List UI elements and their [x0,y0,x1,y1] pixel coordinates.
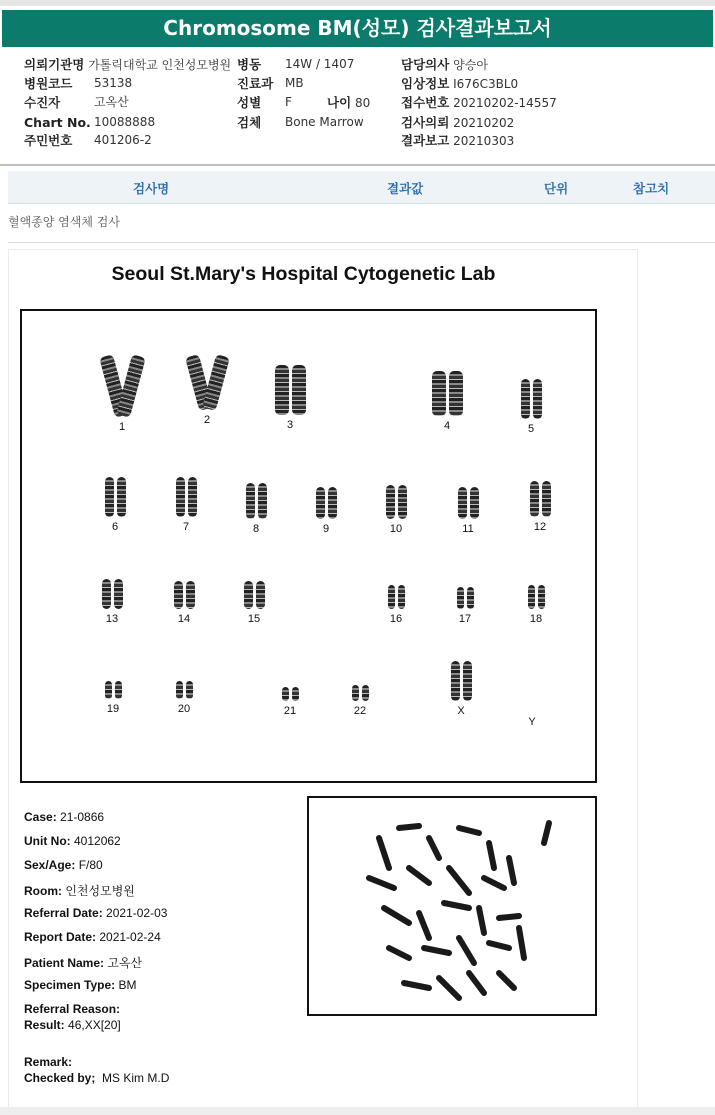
chromosome-Y [514,711,550,728]
report-title: Chromosome BM(성모) 검사결과보고서 [163,16,552,40]
chromosome-stroke [489,843,494,868]
chromosome-6 [97,477,133,533]
chromosome-stroke [384,908,409,923]
chromosome-label: 17 [458,613,472,625]
chromosome-1 [104,355,140,433]
chromosome-stroke [509,858,514,883]
chromosome-stroke [439,978,459,998]
info-row-hospital-code: 병원코드 53138 [24,76,133,91]
row-divider [8,242,715,243]
col-reference: 참고치 [633,181,670,196]
info-row-age: 나이 80 [327,95,371,110]
info-row-receipt-no: 접수번호 20210202-14557 [401,95,557,110]
info-row-doctor: 담당의사 양승아 [401,57,488,72]
info-row-resident-no: 주민번호 401206-2 [24,133,152,148]
chromosome-stroke [369,878,394,888]
chromosome-stroke [479,908,484,933]
metaphase-spread-svg [309,798,595,1014]
chromosome-label: 18 [529,613,543,625]
chromosome-label: 14 [177,613,191,625]
detail-row: Specimen Type: BM [24,978,137,992]
chromosome-stroke [419,913,429,938]
info-row-chart-no: Chart No. 10088888 [24,115,156,130]
chromosome-5 [513,379,549,435]
chromosome-stroke [459,938,474,963]
col-unit: 단위 [544,181,569,196]
chromosome-label: 1 [118,421,126,433]
detail-row: Patient Name: 고옥산 [24,956,143,970]
chromosome-stroke [429,838,439,858]
chromosome-label: 8 [252,523,260,535]
chromosome-label: Y [528,716,536,728]
chromosome-20 [166,681,202,715]
chromosome-label: 10 [389,523,403,535]
chromosome-stroke [499,973,514,988]
info-row-institution: 의뢰기관명 가톨릭대학교 인천성모병원 [24,57,232,72]
col-test-name: 검사명 [133,181,170,196]
info-row-sex: 성별 F [237,95,292,110]
chromosome-label: 20 [177,703,191,715]
lab-title: Seoul St.Mary's Hospital Cytogenetic Lab [111,263,496,285]
info-row-clinical-info: 임상정보 I676C3BL0 [401,76,519,91]
checked-by: Checked by; MS Kim M.D [24,1071,170,1085]
results-table-header [8,171,715,204]
chromosome-label: 2 [203,414,211,426]
test-name: 혈액종양 염색체 검사 [8,215,120,229]
chromosome-stroke [519,928,524,958]
info-row-report-date: 결과보고 20210303 [401,133,515,148]
karyogram-panel [20,309,597,783]
top-border [0,0,715,6]
info-row-patient: 수진자 고옥산 [24,95,129,110]
detail-row: Room: 인천성모병원 [24,884,135,898]
chromosome-label: 7 [182,521,190,533]
chromosome-stroke [544,823,549,843]
chromosome-stroke [399,826,419,828]
metaphase-spread-image [307,796,597,1016]
detail-row: Unit No: 4012062 [24,834,121,848]
chromosome-17 [447,587,483,625]
chromosome-13 [94,579,130,625]
chromosome-label: 12 [533,521,547,533]
chromosome-stroke [459,828,479,833]
chromosome-label: 6 [111,521,119,533]
info-row-ward: 병동 14W / 1407 [237,57,355,72]
chromosome-label: 5 [527,423,535,435]
chromosome-stroke [444,903,469,908]
detail-row: Case: 21-0866 [24,810,105,824]
report-title-bar [2,10,713,47]
chromosome-3 [272,365,308,431]
chromosome-label: 21 [283,705,297,717]
chromosome-X [443,661,479,717]
detail-row: Report Date: 2021-02-24 [24,930,161,944]
info-row-specimen: 검체 Bone Marrow [237,115,364,130]
chromosome-4 [429,371,465,432]
chromosome-label: 4 [443,420,451,432]
detail-row: Referral Reason: [24,1002,121,1016]
chromosome-stroke [469,973,484,993]
chromosome-19 [95,681,131,715]
chromosome-stroke [484,878,504,888]
chromosome-stroke [389,948,409,958]
col-result: 결과값 [387,181,424,196]
chromosome-15 [236,581,272,625]
chromosome-18 [518,585,554,625]
chromosome-stroke [449,868,469,893]
detail-row: Result: 46,XX[20] [24,1018,121,1032]
info-row-department: 진료과 MB [237,76,304,91]
chromosome-stroke [424,948,449,953]
chromosome-label: X [457,705,465,717]
chromosome-label: 11 [462,523,474,535]
chromosome-9 [308,487,344,535]
bottom-border [0,1107,715,1115]
info-row-request-date: 검사의뢰 20210202 [401,115,515,130]
chromosome-16 [378,585,414,625]
chromosome-label: 19 [106,703,120,715]
chromosome-label: 22 [353,705,367,717]
chromosome-22 [342,685,378,717]
remark: Remark: [24,1055,73,1069]
chromosome-10 [378,485,414,535]
chromosome-label: 15 [247,613,261,625]
chromosome-label: 9 [322,523,330,535]
chromosome-stroke [409,868,429,883]
chromosome-label: 13 [105,613,119,625]
chromosome-stroke [379,838,389,868]
header-divider [0,164,715,166]
chromosome-8 [238,483,274,535]
chromosome-stroke [489,943,509,948]
chromosome-label: 16 [389,613,403,625]
chromosome-stroke [404,983,429,988]
chromosome-14 [166,581,202,625]
chromosome-21 [272,687,308,717]
detail-row: Referral Date: 2021-02-03 [24,906,168,920]
chromosome-label: 3 [286,419,294,431]
chromosome-stroke [499,916,519,918]
chromosome-12 [522,481,558,533]
chromosome-2 [189,355,225,426]
chromosome-7 [168,477,204,533]
detail-row: Sex/Age: F/80 [24,858,103,872]
chromosome-11 [450,487,486,535]
